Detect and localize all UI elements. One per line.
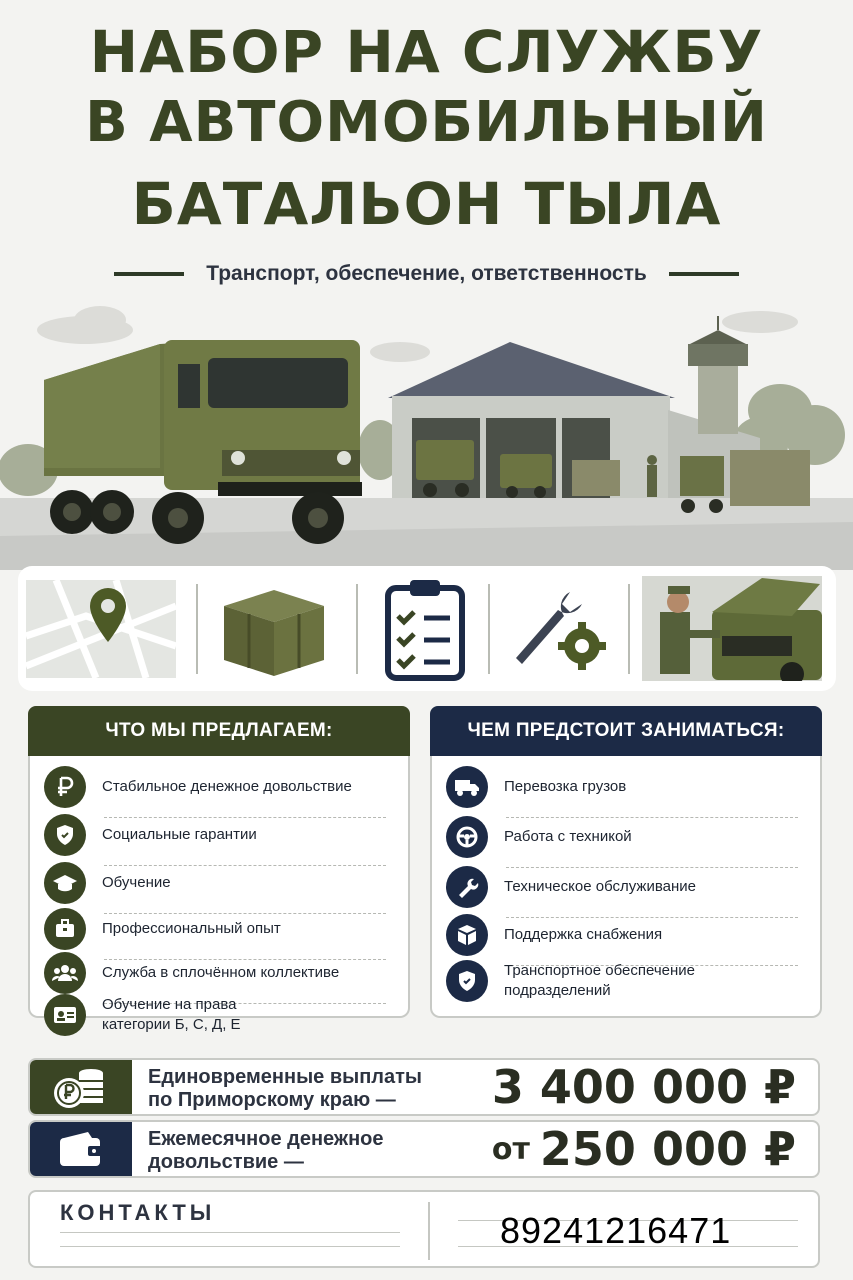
offer-item-label: Стабильное денежное довольствие (102, 778, 352, 795)
poster-title-line-3: БАТАЛЬОН ТЫЛА (131, 170, 722, 238)
list-item (446, 960, 798, 1002)
icon-divider (196, 584, 198, 674)
offer-item-label (102, 995, 241, 1035)
briefcase-icon (44, 908, 86, 950)
contacts-box (28, 1190, 820, 1268)
onetime-payment-label-line-2: по Приморскому краю — (148, 1089, 396, 1111)
onetime-payment-label (148, 1066, 422, 1112)
graduation-cap-icon (44, 862, 86, 904)
shield-icon (446, 960, 488, 1002)
team-icon (44, 952, 86, 994)
list-item (44, 908, 386, 950)
shield-icon (44, 814, 86, 856)
duties-panel (430, 706, 822, 1018)
offer-item-label-line-1: Обучение на права (102, 996, 237, 1013)
offer-item-label: Обучение (102, 874, 171, 891)
checklist-icon (380, 576, 470, 681)
list-item (446, 816, 798, 858)
monthly-payment-prefix: от (491, 1131, 530, 1167)
monthly-payment-label-line-2: довольствие — (148, 1151, 304, 1173)
subtitle-rule-right (669, 272, 739, 276)
box-icon (446, 914, 488, 956)
list-item (446, 866, 798, 908)
wrench-gear-icon (502, 576, 612, 681)
offer-item-label-line-2: категории Б, С, Д, Е (102, 1016, 241, 1033)
onetime-payment-label-line-1: Единовременные выплаты (148, 1066, 422, 1088)
icon-divider (356, 584, 358, 674)
monthly-payment-value: 250 000 ₽ (539, 1122, 796, 1176)
duty-item-label: Работа с техникой (504, 828, 632, 845)
list-item (44, 952, 386, 994)
monthly-payment-amount (492, 1122, 796, 1176)
contact-phone[interactable]: 89241216471 (500, 1210, 732, 1251)
offer-heading: ЧТО МЫ ПРЕДЛАГАЕМ: (28, 706, 410, 756)
icon-divider (628, 584, 630, 674)
contacts-heading: КОНТАКТЫ (60, 1200, 216, 1225)
truck-icon (446, 766, 488, 808)
duty-item-label: Техническое обслуживание (504, 878, 696, 895)
map-pin-icon (26, 576, 184, 681)
wrench-icon (446, 866, 488, 908)
list-item (44, 814, 386, 856)
blank-line (60, 1246, 400, 1247)
onetime-payment-banner (28, 1058, 820, 1116)
subtitle: Транспорт, обеспечение, ответственность (206, 262, 647, 285)
monthly-payment-banner (28, 1120, 820, 1178)
monthly-payment-label (148, 1128, 384, 1174)
ruble-icon (44, 766, 86, 808)
icon-strip (18, 566, 836, 691)
offer-item-label: Социальные гарантии (102, 826, 257, 843)
supply-crate-icon (214, 576, 334, 681)
monthly-payment-label-line-1: Ежемесячное денежное (148, 1128, 384, 1150)
steering-wheel-icon (446, 816, 488, 858)
list-item (44, 766, 386, 808)
blank-line (60, 1232, 400, 1233)
coins-icon (30, 1060, 132, 1114)
subtitle-row (0, 262, 853, 286)
list-item (44, 994, 386, 1036)
list-item (446, 766, 798, 808)
mechanic-photo (642, 576, 822, 681)
id-card-icon (44, 994, 86, 1036)
poster-title-line-1: НАБОР НА СЛУЖБУ (89, 18, 764, 86)
list-item (44, 862, 386, 904)
list-item (446, 914, 798, 956)
duty-item-label: Перевозка грузов (504, 778, 627, 795)
poster-title-line-2: В АВТОМОБИЛЬНЫЙ (85, 90, 768, 155)
contacts-separator (428, 1202, 430, 1260)
offer-panel (28, 706, 410, 1033)
offer-item-label: Профессиональный опыт (102, 920, 281, 937)
military-truck-depot-illustration (0, 300, 853, 570)
wallet-icon (30, 1122, 132, 1176)
subtitle-rule-left (114, 272, 184, 276)
duty-item-label: Поддержка снабжения (504, 926, 663, 943)
icon-divider (488, 584, 490, 674)
offer-item-label: Служба в сплочённом коллективе (102, 964, 340, 981)
onetime-payment-amount: 3 400 000 ₽ (491, 1060, 796, 1114)
duties-heading: ЧЕМ ПРЕДСТОИТ ЗАНИМАТЬСЯ: (430, 706, 822, 756)
duty-item-label: Транспортное обеспечение подразделений (504, 962, 696, 999)
